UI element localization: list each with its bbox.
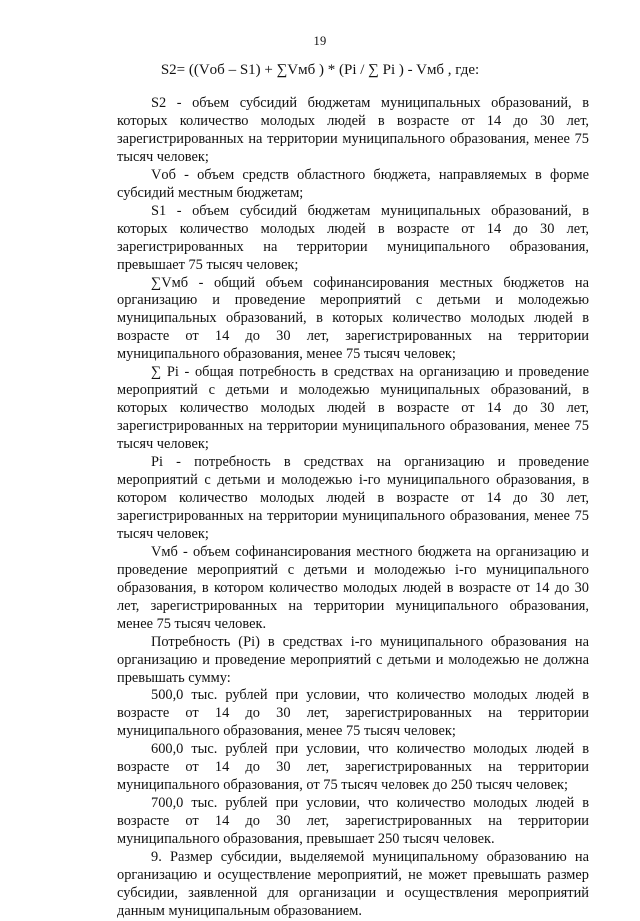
paragraph-vob-definition: Vоб - объем средств областного бюджета, направляемых в форме субсидий местным бюджетам; (117, 166, 589, 201)
paragraph-sum-pi-definition: ∑ Pi - общая потребность в средствах на организацию и проведение мероприятий с детьми и молодежью муниципальных образований, в которых количество молодых людей в возрасте от 14 до 30 лет, зарегистрированных на территории муниципального образования, менее 75 тысяч человек; (117, 364, 589, 453)
paragraph-limit-700: 700,0 тыс. рублей при условии, что количество молодых людей в возрасте от 14 до 30 лет, зарегистрированных на территории муниципального образования, превышает 250 тысяч человек. (117, 795, 589, 848)
paragraph-s2-definition: S2 - объем субсидий бюджетам муниципальных образований, в которых количество молодых людей в возрасте от 14 до 30 лет, зарегистрированных на территории муниципального образования, менее 75 тысяч человек; (117, 95, 589, 165)
formula: S2= ((Vоб – S1) + ∑Vмб ) * (Pi / ∑ Pi ) - Vмб , где: (160, 62, 480, 78)
paragraph-clause-9: 9. Размер субсидии, выделяемой муниципальному образованию на организацию и осуществление мероприятий, не может превышать размер субсидии, заявленной для организации и осуществления мероприятий данным муниципальным образованием. (117, 849, 589, 919)
paragraph-vmb-definition: Vмб - объем софинансирования местного бюджета на организацию и проведение мероприятий с детьми и молодежью i-го муниципального образования, в котором количество молодых людей в возрасте от 14 до 30 лет, зарегистрированных на территории муниципального образования, менее 75 тысяч человек. (117, 543, 589, 632)
page-number: 19 (313, 34, 327, 48)
paragraph-sum-vmb-definition: ∑Vмб - общий объем софинансирования местных бюджетов на организацию и проведение мероприятий с детьми и молодежью муниципальных образований, в которых количество молодых людей в возрасте от 14 до 30 лет, зарегистрированных на территории муниципального образования, менее 75 тысяч человек; (117, 274, 589, 363)
paragraph-limit-600: 600,0 тыс. рублей при условии, что количество молодых людей в возрасте от 14 до 30 лет, зарегистрированных на территории муниципального образования, от 75 тысяч человек до 250 тысяч человек; (117, 741, 589, 794)
paragraph-pi-limit-intro: Потребность (Pi) в средствах i-го муниципального образования на организацию и проведение мероприятий с детьми и молодежью не должна превышать сумму: (117, 633, 589, 686)
paragraph-pi-definition: Pi - потребность в средствах на организацию и проведение мероприятий с детьми и молодежью i-го муниципального образования, в котором количество молодых людей в возрасте от 14 до 30 лет, зарегистрированных на территории муниципального образования, менее 75 тысяч человек; (117, 454, 589, 542)
paragraph-limit-500: 500,0 тыс. рублей при условии, что количество молодых людей в возрасте от 14 до 30 лет, зарегистрированных на территории муниципального образования, менее 75 тысяч человек; (117, 687, 589, 740)
paragraph-s1-definition: S1 - объем субсидий бюджетам муниципальных образований, в которых количество молодых людей в возрасте от 14 до 30 лет, зарегистрированных на территории муниципального образования, превышает 75 тысяч человек; (117, 202, 589, 273)
document-body (117, 95, 589, 921)
